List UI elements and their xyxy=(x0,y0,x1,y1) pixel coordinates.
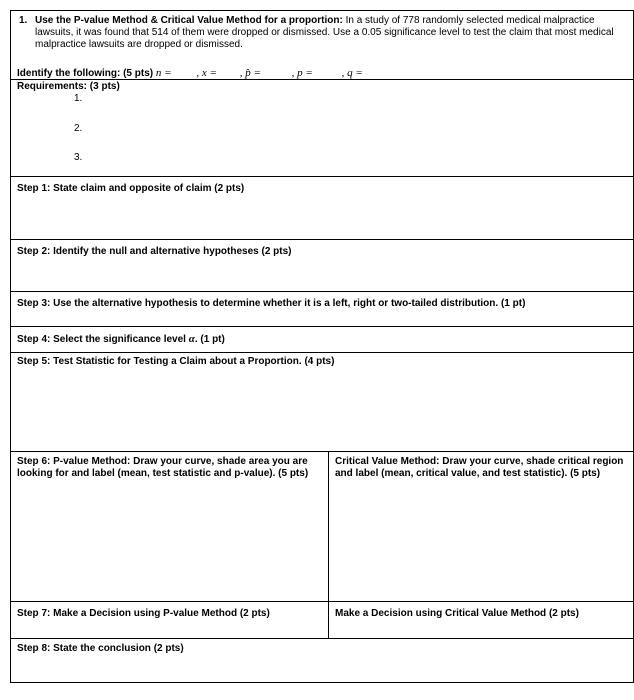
question-title: Use the P-value Method & Critical Value Method for a proportion: xyxy=(35,15,343,26)
step4-label xyxy=(17,333,225,346)
step8-label: Step 8: State the conclusion (2 pts) xyxy=(17,643,184,654)
identify-n: n = xyxy=(155,67,172,79)
question-text xyxy=(35,15,627,51)
step7-critical-box xyxy=(329,601,634,638)
question-number: 1. xyxy=(19,15,28,26)
step3-box xyxy=(10,291,634,326)
identify-row xyxy=(10,66,634,79)
step1-box xyxy=(10,176,634,239)
question-body: In a study of 778 randomly selected medical malpractice lawsuits, it was found that 514 of them were dropped or dismissed. Use a 0.05 significance level to test the claim that most medical malpractice lawsuits are dropped or dismissed. xyxy=(35,15,614,50)
worksheet xyxy=(10,10,634,683)
requirement-item-3: 3. xyxy=(74,152,83,163)
step6-pvalue-label: Step 6: P-value Method: Draw your curve, shade area you are looking for and label (mean, test statistic and p-value). (5 pts) xyxy=(17,456,309,479)
step6-critical-box xyxy=(329,451,634,601)
requirement-item-2: 2. xyxy=(74,123,83,134)
step4-box xyxy=(10,326,634,352)
identify-q: , q = xyxy=(341,67,363,79)
step5-box xyxy=(10,352,634,451)
step7-critical-label: Make a Decision using Critical Value Method (2 pts) xyxy=(335,608,579,619)
requirements-box xyxy=(10,79,634,176)
identify-x: , x = xyxy=(196,67,217,79)
step3-label: Step 3: Use the alternative hypothesis to determine whether it is a left, right or two-tailed distribution. (1 pt) xyxy=(17,298,526,309)
step4-suffix: . (1 pt) xyxy=(194,334,225,345)
step6-critical-label: Critical Value Method: Draw your curve, shade critical region and label (mean, critical value, and test statistic). (5 pts) xyxy=(335,456,624,479)
identify-phat: , p̂ = xyxy=(239,67,261,79)
step8-box xyxy=(10,638,634,683)
step2-label: Step 2: Identify the null and alternative hypotheses (2 pts) xyxy=(17,246,292,257)
identify-p: , p = xyxy=(291,67,313,79)
step5-label: Step 5: Test Statistic for Testing a Claim about a Proportion. (4 pts) xyxy=(17,356,335,367)
question-box xyxy=(10,10,634,66)
alpha-symbol: α xyxy=(188,333,195,345)
step6-pvalue-box xyxy=(10,451,329,601)
step7-pvalue-box xyxy=(10,601,329,638)
requirement-item-1: 1. xyxy=(74,93,83,104)
requirements-label: Requirements: (3 pts) xyxy=(17,81,120,92)
step4-prefix: Step 4: Select the significance level xyxy=(17,334,186,345)
identify-label: Identify the following: (5 pts) xyxy=(17,68,154,79)
step7-pvalue-label: Step 7: Make a Decision using P-value Method (2 pts) xyxy=(17,608,270,619)
step1-label: Step 1: State claim and opposite of claim (2 pts) xyxy=(17,183,245,194)
step2-box xyxy=(10,239,634,291)
